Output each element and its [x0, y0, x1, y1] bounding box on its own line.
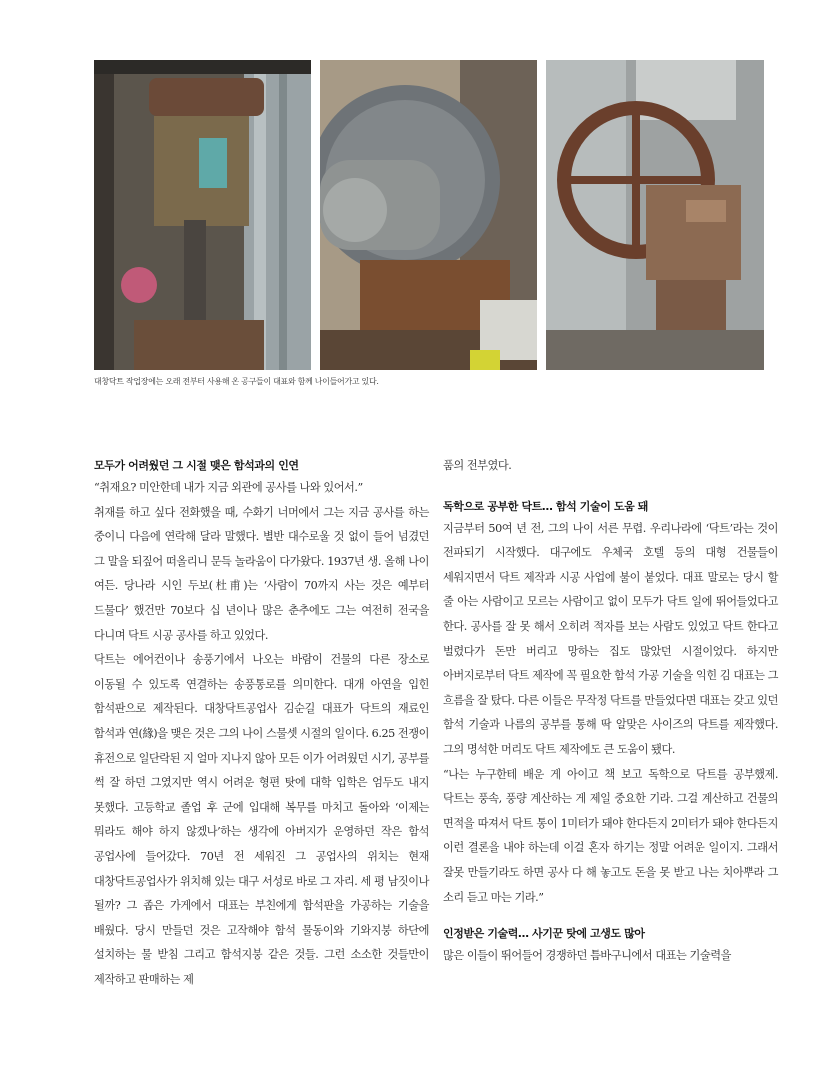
photo-strip [94, 60, 764, 370]
quote-paragraph: “나는 누구한테 배운 게 아이고 책 보고 독학으로 닥트를 공부했제. 닥트는 풍속, 풍량 계산하는 게 제일 중요한 기라. 그걸 계산하고 건물의 면적을 따져서 닥트 통이 1미터가 돼야 한다든지 2미터가 돼야 한다든지 이런 결론을 내야 하는데 이걸 혼자 하기는 정말 어려운 일이지. 그래서 잘못 만들기라도 하면 공사 다 해 놓고도 돈을 못 받고 나는 치아뿌라 그 소리 듣고 마는 기라.” [443, 767, 778, 904]
section-heading: 모두가 어려웠던 그 시절 맺은 함석과의 인연 [94, 459, 299, 472]
body-paragraph: 닥트는 에어컨이나 송풍기에서 나오는 바람이 건물의 다른 장소로 이동될 수 있도록 연결하는 송풍통로를 의미한다. 대개 아연을 입힌 함석판으로 제작된다. 대창닥트공업사 김순길 대표가 닥트의 재료인 함석과 연(緣)을 맺은 것은 그의 나이 스물셋 시절의 일이다. 6.25 전쟁이 휴전으로 일단락된 지 얼마 지나지 않아 모든 이가 어려웠던 시기, 공부를 썩 잘 하던 그였지만 역시 어려운 형편 탓에 대학 입학은 엄두도 내지 못했다. 고등학교 졸업 후 군에 입대해 복무를 마치고 돌아와 ‘이제는 뭐라도 해야 하지 않겠나’하는 생각에 아버지가 운영하던 작은 함석 공업사에 들어갔다. 70년 전 세워진 그 공업사의 위치는 현재 대창닥트공업사가 위치해 있는 대구 서성로 바로 그 자리. 세 평 남짓이나 될까? 그 좁은 가게에서 대표는 부친에게 함석판을 가공하는 기술을 배웠다. 당시 만들던 것은 고작해야 함석 물동이와 기와지붕 하단에 설치하는 물 받침 그리고 함석지붕 같은 것들. 그런 소소한 것들만이 제작하고 판매하는 제 [94, 653, 429, 986]
drill-press-photo [94, 60, 311, 370]
right-column [443, 456, 778, 969]
continuation-paragraph: 품의 전부였다. [443, 459, 512, 472]
cutting-saw-photo [320, 60, 537, 370]
body-paragraph: 취재를 하고 싶다 전화했을 때, 수화기 너머에서 그는 지금 공사를 하는 중이니 다음에 연락해 달라 말했다. 별반 대수로울 것 없이 들어 넘겼던 그 말을 되짚어 떠올리니 문득 놀라움이 다가왔다. 1937년 생. 올해 나이 여든. 당나라 시인 두보(杜甫)는 ‘사람이 70까지 사는 것은 예부터 드물다’ 했건만 70보다 십 년이나 많은 춘추에도 그는 여전히 전국을 다니며 닥트 시공 공사를 하고 있었다. [94, 505, 429, 642]
section-heading: 인정받은 기술력… 사기꾼 탓에 고생도 많아 [443, 927, 645, 941]
body-paragraph: 많은 이들이 뛰어들어 경쟁하던 틈바구니에서 대표는 기술력을 [443, 949, 731, 963]
photo-caption: 대창닥트 작업장에는 오래 전부터 사용해 온 공구들이 대표와 함께 나이들어가고 있다. [94, 377, 379, 386]
body-paragraph: 지금부터 50여 년 전, 그의 나이 서른 무렵. 우리나라에 ‘닥트’라는 것이 전파되기 시작했다. 대구에도 우체국 호텔 등의 대형 건물들이 세워지면서 닥트 제작과 시공 사업에 불이 붙었다. 대표 말로는 당시 할 줄 아는 사람이고 모르는 사람이고 없이 모두가 닥트 일에 뛰어들었다고 한다. 공사를 잘 못 해서 오히려 적자를 보는 사람도 있었고 닥트 한다고 벌렸다가 돈만 버리고 망하는 집도 많았던 시절이었다. 하지만 아버지로부터 닥트 제작에 꼭 필요한 함석 가공 기술을 익힌 김 대표는 그 흐름을 잘 탔다. 다른 이들은 무작정 닥트를 만들었다면 대표는 갖고 있던 함석 기술과 나름의 공부를 통해 딱 알맞은 사이즈의 닥트를 제작했다. 그의 명석한 머리도 닥트 제작에도 큰 도움이 됐다. [443, 521, 778, 756]
seaming-machine-photo [546, 60, 764, 370]
left-column [94, 456, 429, 992]
section-heading: 독학으로 공부한 닥트… 함석 기술이 도움 돼 [443, 499, 649, 513]
quote-paragraph: “취재요? 미안한데 내가 지금 외관에 공사를 나와 있어서.” [94, 481, 363, 494]
